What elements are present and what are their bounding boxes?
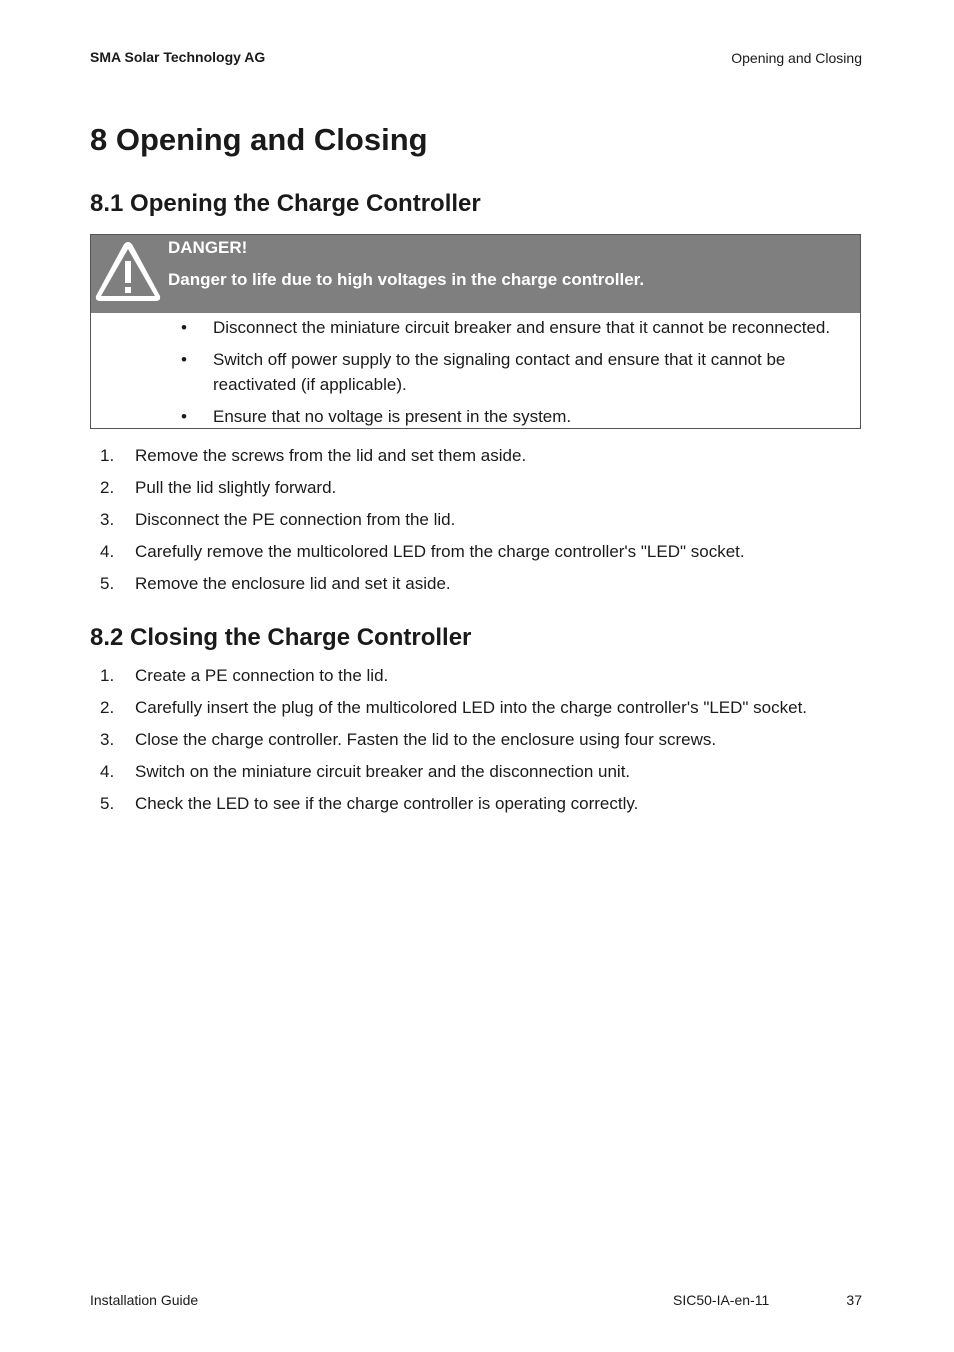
footer-page-number: 37 bbox=[846, 1292, 862, 1308]
bullet-text: Ensure that no voltage is present in the system. bbox=[213, 407, 572, 426]
step-text: Create a PE connection to the lid. bbox=[135, 666, 389, 685]
list-item: • Switch off power supply to the signaling contact and ensure that it cannot be reactivated (if applicable). bbox=[181, 350, 786, 394]
list-item: 1. Remove the screws from the lid and set them aside. bbox=[100, 446, 527, 465]
list-item: 1. Create a PE connection to the lid. bbox=[100, 666, 389, 685]
danger-message: Danger to life due to high voltages in the charge controller. bbox=[168, 270, 645, 289]
chapter-title: 8 Opening and Closing bbox=[90, 122, 428, 157]
footer-doc-type: Installation Guide bbox=[90, 1292, 199, 1308]
closing-steps bbox=[90, 664, 850, 824]
step-text: Check the LED to see if the charge controller is operating correctly. bbox=[135, 794, 639, 813]
bullet-text: Disconnect the miniature circuit breaker and ensure that it cannot be reconnected. bbox=[213, 318, 831, 337]
opening-steps bbox=[90, 444, 850, 604]
header-chapter: Opening and Closing bbox=[731, 50, 862, 66]
step-text: Remove the enclosure lid and set it aside. bbox=[135, 574, 451, 593]
list-item: 5. Remove the enclosure lid and set it aside. bbox=[100, 574, 451, 593]
step-text: Remove the screws from the lid and set them aside. bbox=[135, 446, 527, 465]
list-item: 4. Carefully remove the multicolored LED from the charge controller's "LED" socket. bbox=[100, 542, 745, 561]
step-text: Close the charge controller. Fasten the lid to the enclosure using four screws. bbox=[135, 730, 717, 749]
header-company: SMA Solar Technology AG bbox=[90, 49, 266, 65]
list-item: 3. Close the charge controller. Fasten the lid to the enclosure using four screws. bbox=[100, 730, 717, 749]
list-item: • Disconnect the miniature circuit breaker and ensure that it cannot be reconnected. bbox=[181, 318, 831, 337]
step-text: Pull the lid slightly forward. bbox=[135, 478, 337, 497]
section-title-closing: 8.2 Closing the Charge Controller bbox=[90, 624, 472, 651]
bullet-text: Switch off power supply to the signaling contact and ensure that it cannot be reactivated (if applicable). bbox=[213, 350, 786, 394]
list-item: 2. Pull the lid slightly forward. bbox=[100, 478, 337, 497]
danger-label: DANGER! bbox=[168, 238, 248, 257]
list-item: 5. Check the LED to see if the charge controller is operating correctly. bbox=[100, 794, 639, 813]
danger-bullet-list bbox=[179, 315, 839, 436]
list-item: • Ensure that no voltage is present in the system. bbox=[181, 407, 572, 426]
list-item: 3. Disconnect the PE connection from the lid. bbox=[100, 510, 456, 529]
step-text: Switch on the miniature circuit breaker and the disconnection unit. bbox=[135, 762, 631, 781]
danger-header bbox=[91, 235, 860, 313]
footer-doc-code: SIC50-IA-en-11 bbox=[673, 1292, 770, 1308]
list-item: 2. Carefully insert the plug of the multicolored LED into the charge controller's "LED" socket. bbox=[100, 698, 808, 717]
step-text: Carefully remove the multicolored LED from the charge controller's "LED" socket. bbox=[135, 542, 745, 561]
step-text: Disconnect the PE connection from the lid. bbox=[135, 510, 456, 529]
section-title-opening: 8.1 Opening the Charge Controller bbox=[90, 190, 481, 217]
danger-notice bbox=[90, 234, 861, 429]
list-item: 4. Switch on the miniature circuit breaker and the disconnection unit. bbox=[100, 762, 631, 781]
step-text: Carefully insert the plug of the multicolored LED into the charge controller's "LED" socket. bbox=[135, 698, 808, 717]
warning-triangle-icon bbox=[94, 239, 162, 303]
